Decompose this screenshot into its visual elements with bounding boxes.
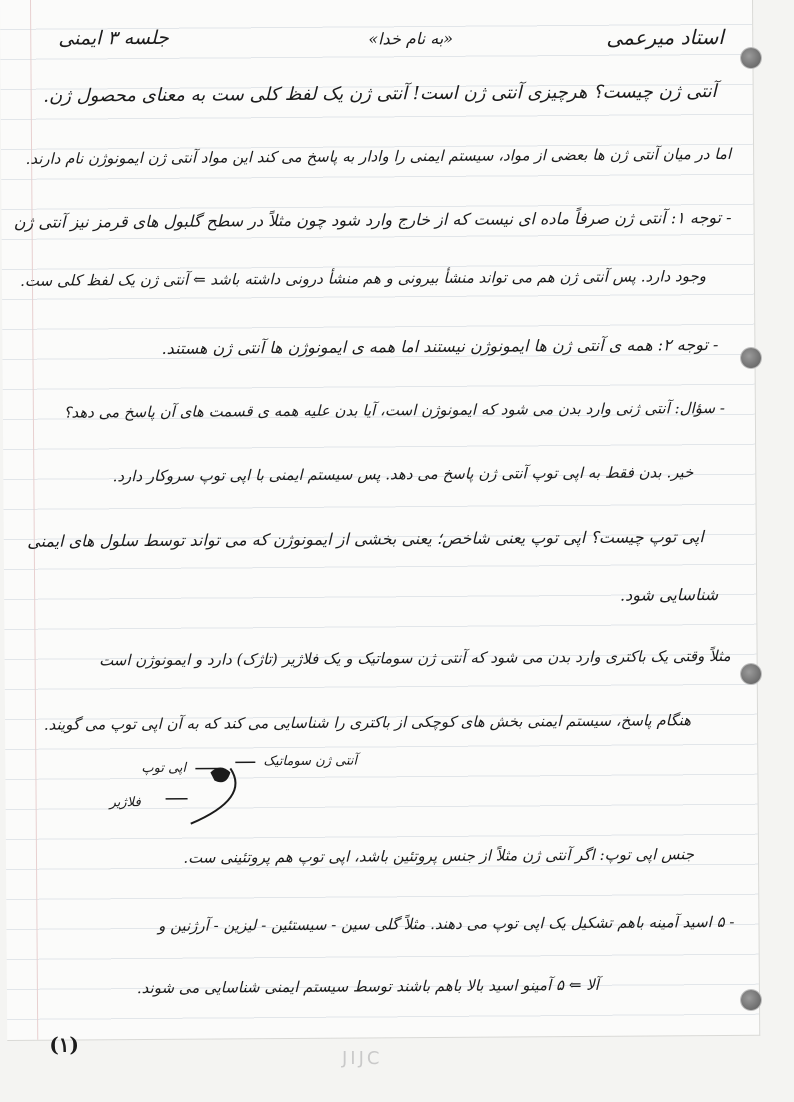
header-teacher: استاد میرعمی	[606, 24, 725, 50]
text-line-9: شناسایی شود.	[619, 585, 719, 605]
text-line-11: هنگام پاسخ، سیستم ایمنی بخش های کوچکی از باکتری را شناسایی می کند که به آن اپی توپ می گویند.	[43, 711, 692, 734]
binder-hole-1	[741, 48, 761, 68]
text-line-5: - توجه ۲: همه ی آنتی ژن ها ایمونوژن نیستند اما همه ی ایمونوژن ها آنتی ژن هستند.	[161, 334, 719, 358]
text-line-10: مثلاً وقتی یک باکتری وارد بدن می شود که آنتی ژن سوماتیک و یک فلاژیر (تاژک) دارد و ایمونوژن است	[98, 646, 731, 670]
bacterium-body	[210, 767, 230, 782]
text-line-4: وجود دارد. پس آنتی ژن هم می تواند منشأ بیرونی و هم منشأ درونی داشته باشد ⇐ آنتی ژن یک لفظ کلی ست.	[20, 267, 707, 290]
binder-hole-2	[741, 348, 761, 368]
header-session: جلسه ۳ ایمنی	[58, 26, 169, 50]
text-line-6: - سؤال: آنتی ژنی وارد بدن می شود که ایمونوژن است، آیا بدن علیه همه ی قسمت های آن پاسخ می دهد؟	[63, 398, 725, 422]
label-epitope: اپی توپ	[141, 760, 187, 777]
text-line-12: جنس اپی توپ: اگر آنتی ژن مثلاً از جنس پروتئین باشد، اپی توپ هم پروتئینی ست.	[183, 845, 695, 867]
text-line-14: آلا ⇐ ۵ آمینو اسید بالا باهم باشند توسط سیستم ایمنی شناسایی می شوند.	[136, 975, 599, 998]
page-number: (۱)	[49, 1032, 80, 1057]
text-line-8: اپی توپ چیست؟ اپی توپ یعنی شاخص؛ یعنی بخشی از ایمونوژن که می تواند توسط سلول های ایمنی	[27, 527, 704, 551]
binder-hole-3	[741, 664, 761, 684]
text-line-2: اما در میان آنتی ژن ها بعضی از مواد، سیستم ایمنی را وادار به پاسخ می کند این مواد آنتی ژن ایمونوژن نام دارند.	[25, 144, 732, 168]
text-line-13: - ۵ اسید آمینه باهم تشکیل یک اپی توپ می دهند. مثلاً گلی سین - سیستئین - لیزین - آرژنین و	[158, 912, 735, 935]
header-basmala: «به نام خدا»	[368, 28, 454, 49]
text-line-3: - توجه ۱: آنتی ژن صرفاً ماده ای نیست که از خارج وارد شود چون مثلاً در سطح گلبول های قرمز نیز آنتی ژن	[13, 207, 732, 232]
binder-hole-4	[741, 990, 761, 1010]
text-line-1: آنتی ژن چیست؟ هرچیزی آنتی ژن است! آنتی ژن یک لفظ کلی ست به معنای محصول ژن.	[43, 80, 717, 107]
label-somatic-antigen: آنتی ژن سوماتیک	[263, 753, 358, 770]
label-flagella: فلاژیر	[109, 795, 141, 811]
scan-watermark: JIJC	[342, 1048, 383, 1069]
text-line-7: خیر. بدن فقط به اپی توپ آنتی ژن پاسخ می دهد. پس سیستم ایمنی با اپی توپ سروکار دارد.	[112, 463, 694, 486]
